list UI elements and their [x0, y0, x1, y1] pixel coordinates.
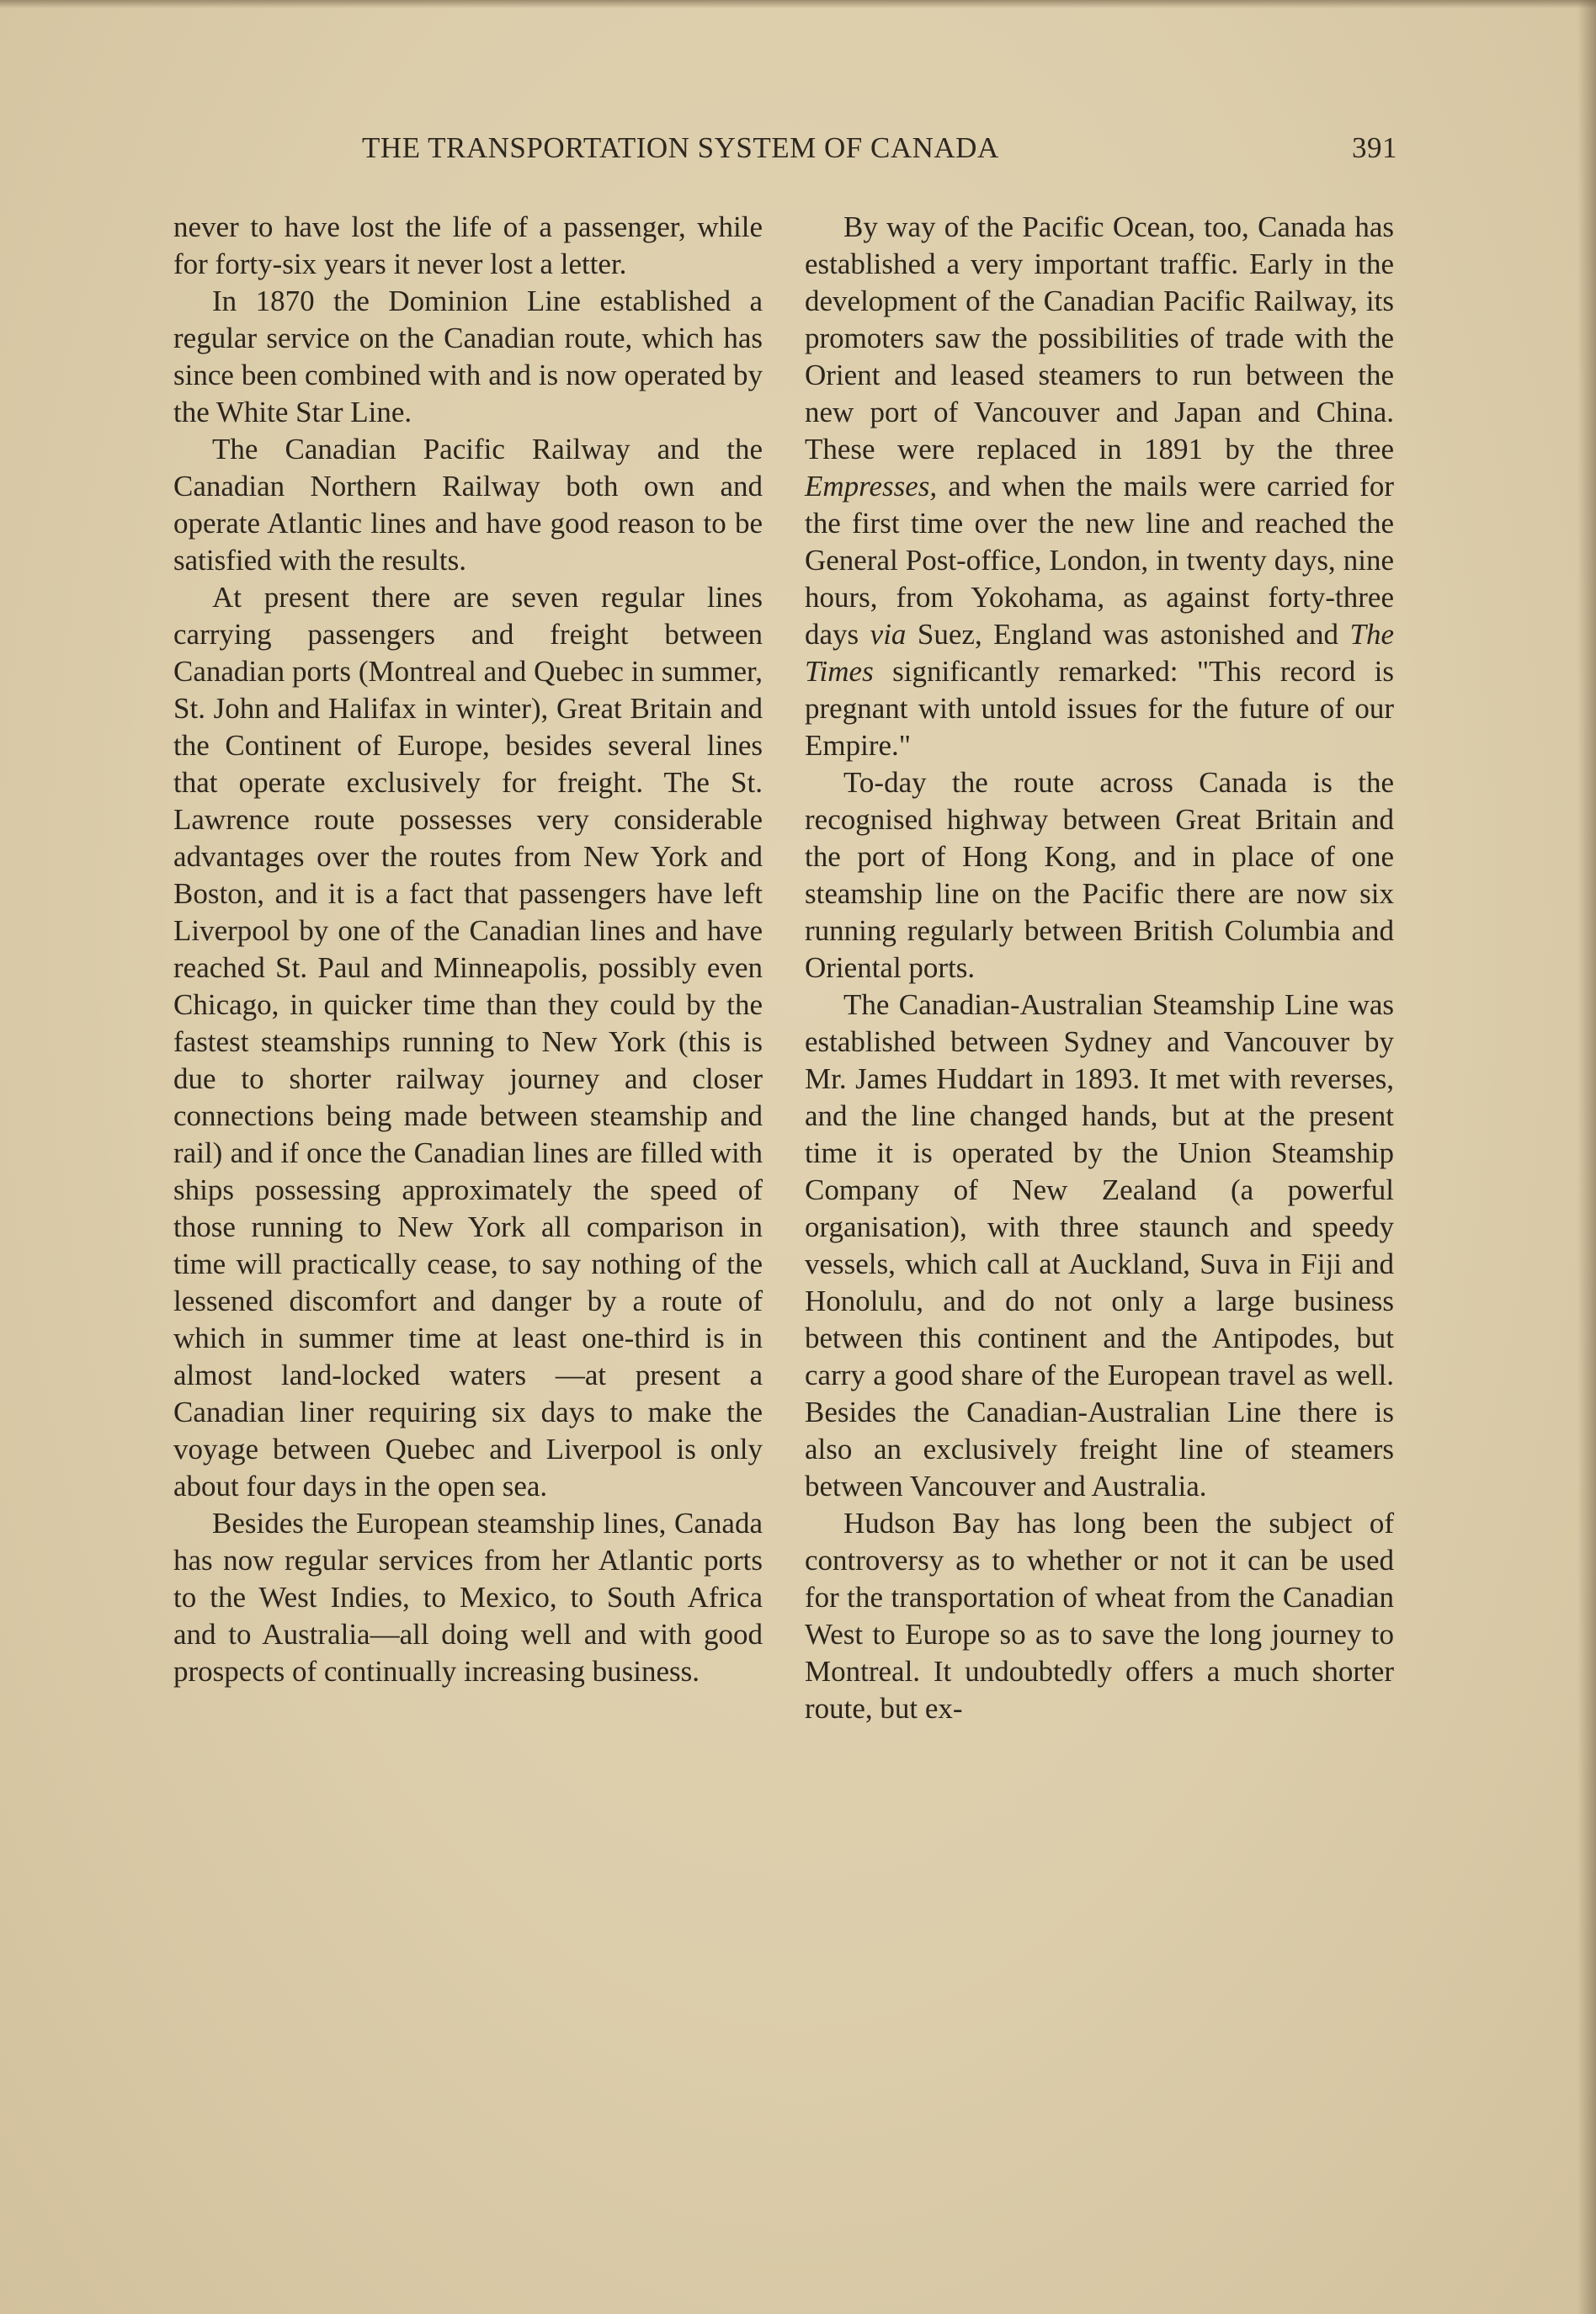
- left-column: [173, 209, 763, 1690]
- newspaper-title: The Times: [805, 618, 1395, 688]
- paragraph: Hudson Bay has long been the subject of controversy as to whether or not it can be used for the transportation of wheat from the Canadian West to Europe so as to save the long journey to Montreal. It undoubtedly offers a much shorter route, but ex-: [805, 1507, 1394, 1725]
- text-run: and when the mails were carried for the first time over the new line and reached the General Post-office, London, in twenty days, nine hours, from Yokohama, as against forty-three days: [805, 470, 1394, 651]
- text-run: significantly remarked: "This record is pregnant with untold issues for the future of our Empire.": [805, 655, 1394, 762]
- paragraph: The Canadian-Australian Steamship Line was established between Sydney and Vancouver by Mr. James Huddart in 1893. It met with reverses, and the line changed hands, but at the present time it is operated by the Union Steamship Company of New Zealand (a powerful organisation), with three staunch and speedy vessels, which call at Auckland, Suva in Fiji and Honolulu, and do not only a large business between this continent and the Antipodes, but carry a good share of the European travel as well. Besides the Canadian-Australian Line there is also an exclusively freight line of steamers between Vancouver and Australia.: [805, 988, 1394, 1503]
- running-title: THE TRANSPORTATION SYSTEM OF CANADA: [362, 131, 999, 164]
- page-number: 391: [1352, 131, 1397, 164]
- paragraph: Besides the European steamship lines, Canada has now regular services from her Atlantic ports to the West Indies, to Mexico, to South Africa and to Australia—all doing well and with good prospects of continually increasing business.: [173, 1507, 763, 1688]
- paragraph: In 1870 the Dominion Line established a regular service on the Canadian route, which has since been combined with and is now operated by the White Star Line.: [173, 285, 763, 428]
- paragraph: To-day the route across Canada is the recognised highway between Great Britain and the port of Hong Kong, and in place of one steamship line on the Pacific there are now six running regularly between British Columbia and Oriental ports.: [805, 766, 1394, 984]
- paragraph: At present there are seven regular lines carrying passengers and freight between Canadian ports (Montreal and Quebec in summer, St. John and Halifax in winter), Great Britain and the Continent of Europe, besides several lines that operate exclusively for freight. The St. Lawrence route possesses very considerable advantages over the routes from New York and Boston, and it is a fact that passengers have left Liverpool by one of the Canadian lines and have reached St. Paul and Minneapolis, possibly even Chicago, in quicker time than they could by the fastest steamships running to New York (this is due to shorter railway journey and closer connections being made between steamship and rail) and if once the Canadian lines are filled with ships possessing approximately the speed of those running to New York all comparison in time will practically cease, to say nothing of the lessened discomfort and danger by a route of which in summer time at least one-third is in almost land-locked waters —at present a Canadian liner requiring six days to make the voyage between Quebec and Liverpool is only about four days in the open sea.: [173, 581, 763, 1503]
- paragraph: [805, 209, 1394, 764]
- paragraph: never to have lost the life of a passenger, while for forty-six years it never lost a letter.: [173, 210, 763, 280]
- page-right-edge-shadow: [1577, 0, 1596, 2314]
- text-run: Suez, England was astonished and: [906, 618, 1350, 651]
- right-column: [805, 209, 1394, 1727]
- latin-via: via: [870, 618, 907, 651]
- ship-name-empresses: Empresses,: [805, 470, 938, 503]
- page-top-edge: [0, 0, 1596, 8]
- paragraph: The Canadian Pacific Railway and the Canadian Northern Railway both own and operate Atlantic lines and have good reason to be satisfied with the results.: [173, 433, 763, 577]
- text-run: By way of the Pacific Ocean, too, Canada has established a very important traffic. Early in the development of the Canadian Pacific Railway, its promoters saw the possibilities of trade with the Orient and leased steamers to run between the new port of Vancouver and Japan and China. These were replaced in 1891 by the three: [805, 210, 1394, 465]
